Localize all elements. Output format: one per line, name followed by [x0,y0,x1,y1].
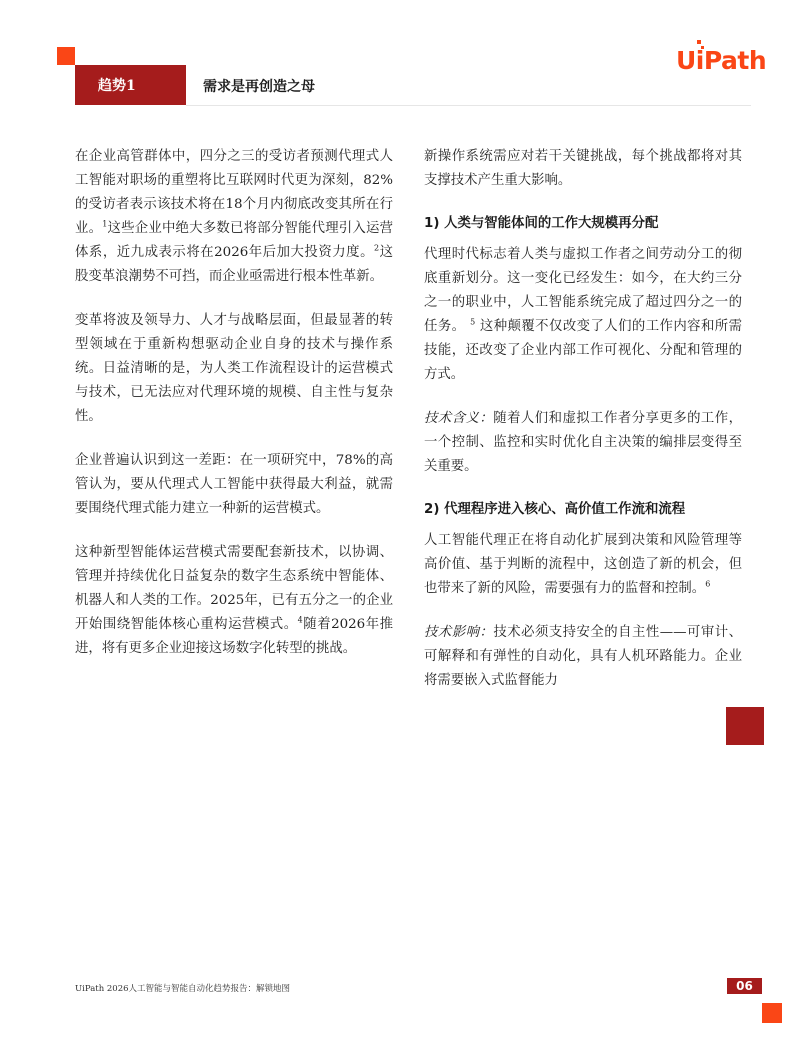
section-1-heading: 1) 人类与智能体间的工作大规模再分配 [424,216,659,231]
section-1-implication: 技术含义：随着人们和虚拟工作者分享更多的工作，一个控制、监控和实时优化自主决策的编排层变得至关重要。 [424,411,743,474]
paragraph-4: 这种新型智能体运营模式需要配套新技术，以协调、管理并持续优化日益复杂的数字生态系统中智能体、机器人和人类的工作。2025年，已有五分之一的企业开始围绕智能体核心重构运营模式。$^4$随着2026年推进，将有更多企业迎接这场数字化转型的挑战。 [75,545,394,656]
footer-report-title: UiPath 2026人工智能与智能自动化趋势报告：解锁地图 [75,984,291,994]
decorative-square-top [57,47,75,65]
right-column [424,145,742,713]
header-divider [186,105,751,106]
left-column [75,145,393,681]
trend-title: 需求是再创造之母 [203,79,315,95]
paragraph-2: 变革将波及领导力、人才与战略层面，但最显著的转型领域在于重新构想驱动企业自身的技术与操作系统。日益清晰的是，为人类工作流程设计的运营模式与技术，已无法应对代理环境的规模、自主性与复杂性。 [75,313,393,424]
section-2-implication: 技术影响：技术必须支持安全的自主性——可审计、可解释和有弹性的自动化，具有人机环路能力。企业将需要嵌入式监督能力 [424,625,743,688]
paragraph-3: 企业普遍认识到这一差距：在一项研究中，78%的高管认为，要从代理式人工智能中获得最大利益，就需要围绕代理式能力建立一种新的运营模式。 [75,453,393,516]
footnote-5: 5 [470,317,476,327]
paragraph-1: 在企业高管群体中，四分之三的受访者预测代理式人工智能对职场的重塑将比互联网时代更为深刻，82%的受访者表示该技术将在18个月内彻底改变其所在行业。$^1$这些企业中绝大多数已将部分智能代理引入运营体系，近九成表示将在2026年后加大投资力度。$^2$这股变革浪潮势不可挡，而企业亟需进行根本性革新。 [75,149,394,284]
footnote-4: 4 [297,615,303,625]
section-2-heading: 2) 代理程序进入核心、高价值工作流和流程 [424,502,686,517]
decorative-square-right [726,707,764,745]
section-1-body: 代理时代标志着人类与虚拟工作者之间劳动分工的彻底重新划分。这一变化已经发生：如今，在大约三分之一的职业中，人工智能系统完成了超过四分之一的任务。 $^5$ 这种颠覆不仅改变了人们的工作内容和所需技能，还改变了企业内部工作可视化、分配和管理的方式。 [424,247,742,382]
section-2-body: 人工智能代理正在将自动化扩展到决策和风险管理等高价值、基于判断的流程中，这创造了新的机会，但也带来了新的风险，需要强有力的监督和控制。$^6$ [424,533,742,596]
uipath-logo: UiPath [676,46,767,75]
trend-label: 趋势1 [98,78,136,94]
footnote-2: 2 [374,243,380,253]
intro-paragraph: 新操作系统需应对若干关键挑战，每个挑战都将对其支撑技术产生重大影响。 [424,149,742,188]
footnote-6: 6 [705,579,711,589]
decorative-square-bottom [762,1003,782,1023]
page-number: 06 [727,978,762,994]
footnote-1: 1 [102,219,108,229]
